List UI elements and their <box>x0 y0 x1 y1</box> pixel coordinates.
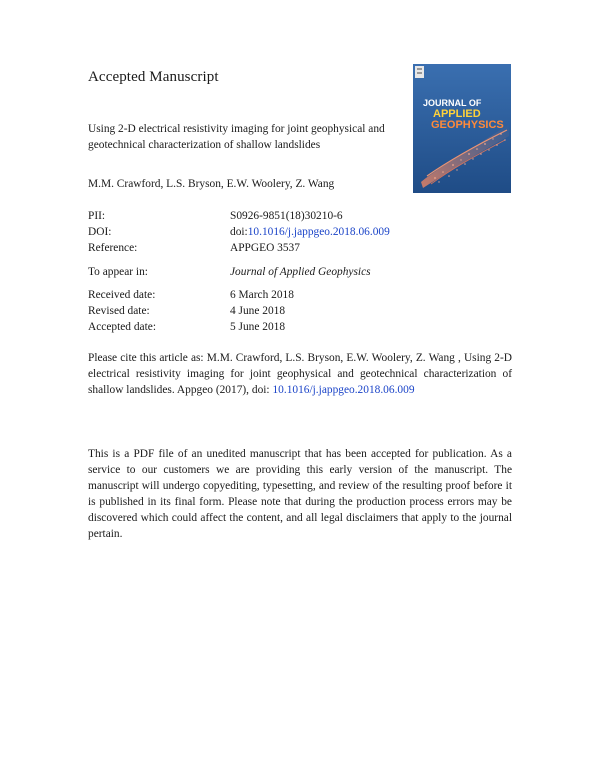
pii-row <box>88 208 508 224</box>
cover-journal-line2: APPLIED <box>433 108 481 120</box>
article-authors: M.M. Crawford, L.S. Bryson, E.W. Woolery, Z. Wang <box>88 178 335 190</box>
accepted-row <box>88 319 508 335</box>
appear-row <box>88 264 508 280</box>
pii-value: S0926-9851(18)30210-6 <box>230 210 343 222</box>
cover-journal-line3: GEOPHYSICS <box>431 119 504 131</box>
citation-text: Please cite this article as: M.M. Crawford, L.S. Bryson, E.W. Woolery, Z. Wang , Using 2-D electrical resistivity imaging for joint geophysical and geotechnical characterization of shallow landslides. Appgeo (2017), doi: <box>88 352 512 396</box>
received-row <box>88 287 508 303</box>
pii-label: PII: <box>88 210 106 222</box>
doi-link[interactable]: 10.1016/j.jappgeo.2018.06.009 <box>247 226 390 238</box>
citation-doi-link[interactable]: 10.1016/j.jappgeo.2018.06.009 <box>272 384 415 396</box>
revised-row <box>88 303 508 319</box>
article-title: Using 2-D electrical resistivity imaging for joint geophysical and geotechnical characterization of shallow landslides <box>88 123 385 151</box>
accepted-value: 5 June 2018 <box>230 321 286 333</box>
disclaimer-paragraph: This is a PDF file of an unedited manuscript that has been accepted for publication. As a service to our customers we are providing this early version of the manuscript. The manuscript will undergo copyediting, typesetting, and review of the resulting proof before it is published in its final form. Please note that during the production process errors may be discovered which could affect the content, and all legal disclaimers that apply to the journal pertain. <box>88 448 512 540</box>
received-value: 6 March 2018 <box>230 289 294 301</box>
identifiers-block <box>88 208 508 256</box>
appear-value: Journal of Applied Geophysics <box>230 266 371 278</box>
reference-value: APPGEO 3537 <box>230 242 300 254</box>
appear-in-block <box>88 264 508 280</box>
revised-value: 4 June 2018 <box>230 305 286 317</box>
appear-label: To appear in: <box>88 266 148 278</box>
doi-prefix: doi: <box>230 226 248 238</box>
journal-cover-art <box>413 64 511 193</box>
citation-paragraph <box>88 350 512 398</box>
cover-journal-line1: JOURNAL OF <box>423 98 482 108</box>
revised-label: Revised date: <box>88 305 150 317</box>
doi-row <box>88 224 508 240</box>
dates-block <box>88 287 508 335</box>
reference-row <box>88 240 508 256</box>
doi-label: DOI: <box>88 226 112 238</box>
accepted-manuscript-heading: Accepted Manuscript <box>88 69 219 85</box>
doi-value <box>230 224 508 240</box>
journal-cover-image <box>413 64 511 193</box>
accepted-label: Accepted date: <box>88 321 156 333</box>
received-label: Received date: <box>88 289 156 301</box>
reference-label: Reference: <box>88 242 138 254</box>
